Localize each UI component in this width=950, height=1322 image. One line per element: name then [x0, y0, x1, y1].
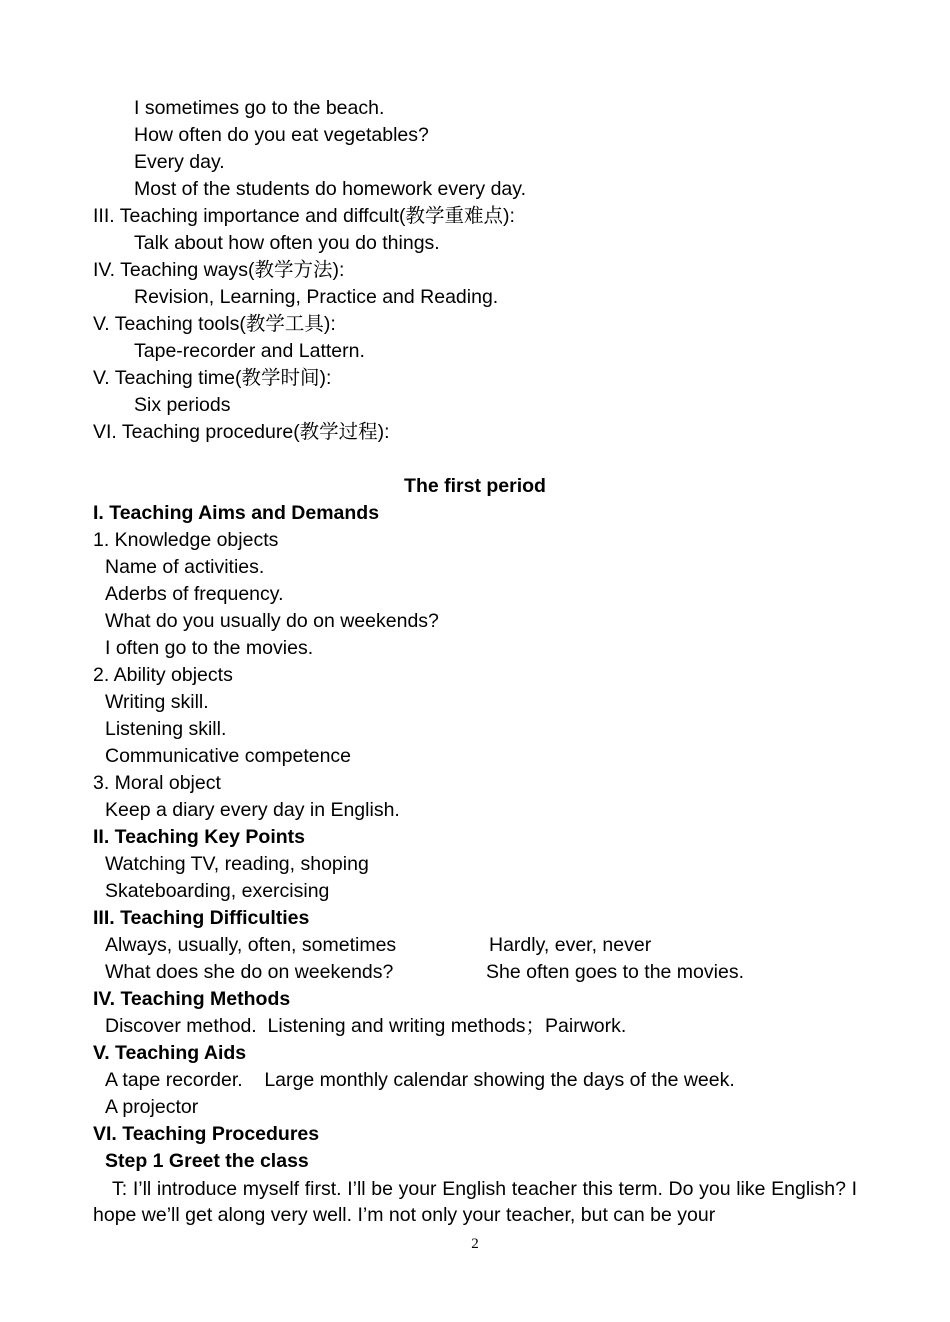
- difficulty-right: She often goes to the movies.: [486, 961, 744, 983]
- ability-item: Communicative competence: [105, 745, 352, 767]
- section-body: Talk about how often you do things.: [134, 232, 440, 254]
- intro-line: I sometimes go to the beach.: [134, 97, 385, 119]
- page-content: [93, 95, 857, 1228]
- key-points-heading: II. Teaching Key Points: [93, 826, 306, 848]
- aims-heading: I. Teaching Aims and Demands: [93, 502, 380, 524]
- moral-label: 3. Moral object: [93, 772, 221, 794]
- ability-item: Writing skill.: [105, 691, 209, 713]
- knowledge-item: I often go to the movies.: [105, 637, 314, 659]
- knowledge-label: 1. Knowledge objects: [93, 529, 279, 551]
- key-point-item: Watching TV, reading, shoping: [105, 853, 369, 875]
- difficulty-left: Always, usually, often, sometimes: [105, 934, 397, 956]
- procedure-paragraph-text: T: I’ll introduce myself first. I’ll be your English teacher this term. Do you like English? I hope we’ll get along very well. I’m not only your teacher, but can be your: [93, 1178, 857, 1226]
- section-heading: V. Teaching time(教学时间):: [93, 367, 332, 389]
- page-number: 2: [471, 1236, 479, 1252]
- section-heading: V. Teaching tools(教学工具):: [93, 313, 336, 335]
- moral-item: Keep a diary every day in English.: [105, 799, 400, 821]
- aids-item: A tape recorder. Large monthly calendar showing the days of the week.: [105, 1069, 735, 1091]
- ability-item: Listening skill.: [105, 718, 227, 740]
- difficulty-left: What does she do on weekends?: [105, 961, 394, 983]
- step-heading: Step 1 Greet the class: [105, 1150, 309, 1172]
- section-body: Tape-recorder and Lattern.: [134, 340, 365, 362]
- difficulties-heading: III. Teaching Difficulties: [93, 907, 310, 929]
- section-heading: III. Teaching importance and diffcult(教学重难点):: [93, 205, 515, 227]
- difficulty-right: Hardly, ever, never: [489, 934, 652, 956]
- section-body: Revision, Learning, Practice and Reading.: [134, 286, 499, 308]
- knowledge-item: Name of activities.: [105, 556, 265, 578]
- procedures-heading: VI. Teaching Procedures: [93, 1123, 320, 1145]
- aids-item: A projector: [105, 1096, 199, 1118]
- intro-line: Most of the students do homework every day.: [134, 178, 526, 200]
- intro-line: How often do you eat vegetables?: [134, 124, 429, 146]
- aids-heading: V. Teaching Aids: [93, 1042, 247, 1064]
- key-point-item: Skateboarding, exercising: [105, 880, 330, 902]
- knowledge-item: Aderbs of frequency.: [105, 583, 284, 605]
- methods-heading: IV. Teaching Methods: [93, 988, 291, 1010]
- section-body: Six periods: [134, 394, 231, 416]
- intro-line: Every day.: [134, 151, 225, 173]
- procedure-paragraph: [93, 1176, 857, 1228]
- section-heading: IV. Teaching ways(教学方法):: [93, 259, 345, 281]
- period-title: The first period: [404, 475, 546, 497]
- difficulty-row: [93, 959, 857, 986]
- difficulty-row: [93, 932, 857, 959]
- knowledge-item: What do you usually do on weekends?: [105, 610, 439, 632]
- methods-text: Discover method. Listening and writing methods；Pairwork.: [105, 1015, 627, 1037]
- section-heading: VI. Teaching procedure(教学过程):: [93, 421, 390, 443]
- ability-label: 2. Ability objects: [93, 664, 233, 686]
- spacer: [93, 446, 857, 473]
